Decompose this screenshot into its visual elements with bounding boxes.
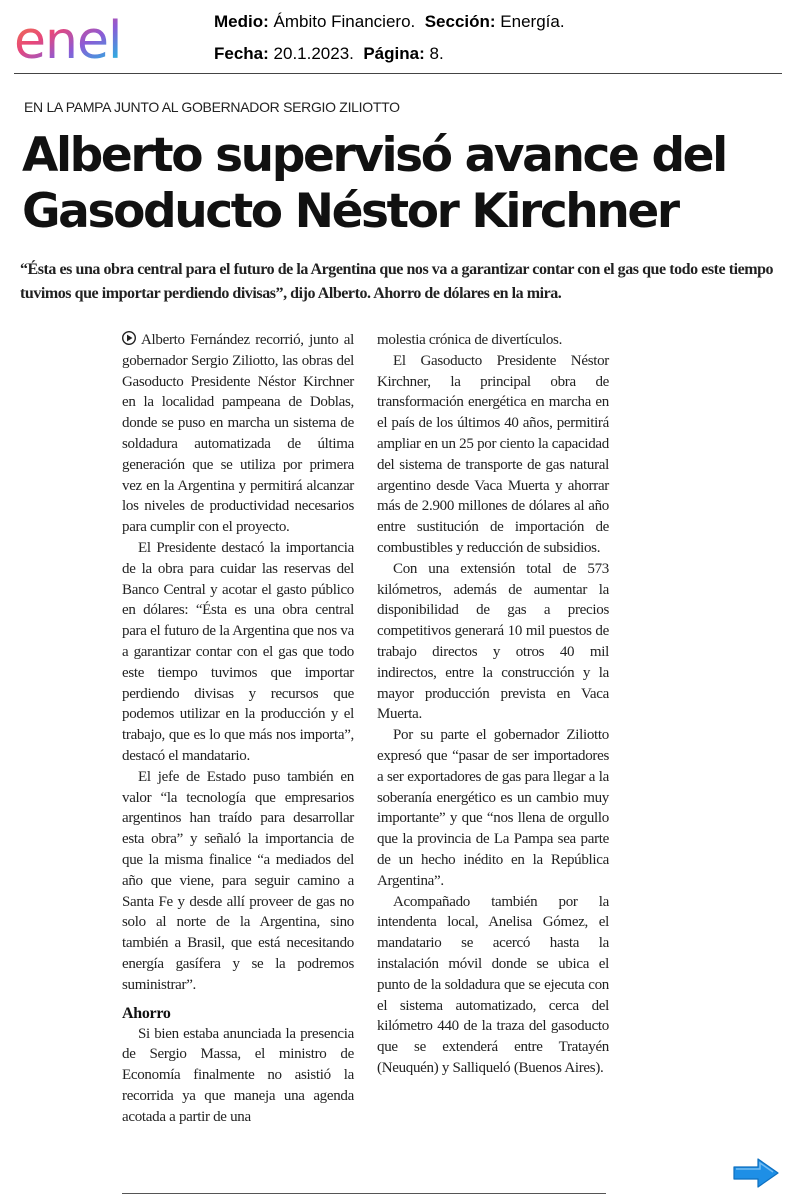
paragraph: Por su parte el gobernador Ziliotto expresó que “pasar de ser importadores a ser exportadores de gas para llegar a la soberanía energético es un cambio muy importante” y que “nos llena de orgullo que la provincia de La Pampa sea parte de un hecho inédito en la República Argentina”. — [377, 727, 609, 889]
paragraph-text: Alberto Fernández recorrió, junto al gobernador Sergio Ziliotto, las obras del Gasoducto Presidente Néstor Kirchner en la localidad pampeana de Doblas, donde se puso en marcha un sistema de soldadura automatizada de última generación que se utiliza por primera vez en la Argentina y permitirá alcanzar los niveles de productividad necesarios para cumplir con el proyecto. — [122, 332, 354, 536]
meta-line-1 — [214, 6, 565, 38]
seccion-label: Sección: — [424, 12, 496, 31]
medio-value: Ámbito Financiero. — [273, 12, 416, 31]
paragraph: El Presidente destacó la importancia de la obra para cuidar las reservas del Banco Central y acotar el gasto público en dólares: “Ésta es una obra central para el futuro de la Argentina que nos va a garantizar contar con el gas que todo este tiempo tuvimos que importar perdiendo divisas y recursos que podemos utilizar en la producción y el trabajo, que es lo que más nos importa”, destacó el mandatario. — [122, 539, 354, 764]
article-column-2 — [377, 330, 609, 1079]
paragraph: Con una extensión total de 573 kilómetros, además de aumentar la disponibilidad de gas a precios competitivos generará 10 mil puestos de trabajo directos y otros 40 mil indirectos, entre la construcción y la mayor producción prevista en Vaca Muerta. — [377, 560, 609, 723]
article-subhead: “Ésta es una obra central para el futuro de la Argentina que nos va a garantizar contar con el gas que todo este tiempo tuvimos que importar perdiendo divisas”, dijo Alberto. Ahorro de dólares en la mira. — [20, 261, 774, 302]
paragraph: El Gasoducto Presidente Néstor Kirchner, la principal obra de transformación energética en marcha en el país de los últimos 40 años, permitirá ampliar en un 25 por ciento la capacidad del sistema de transporte de gas natural argentino desde Vaca Muerta y ahorrar más de 2.900 millones de dólares al año entre sustitución de importación de combustibles y reducción de subsidios. — [377, 352, 609, 556]
enel-logo-text: enel — [14, 14, 122, 68]
headline-line-2: Gasoducto Néstor Kirchner — [22, 184, 678, 239]
enel-logo — [14, 14, 174, 68]
medio-label: Medio: — [214, 12, 269, 31]
paragraph: El jefe de Estado puso también en valor “la tecnología que empresarios argentinos han traído para desarrollar esta obra” y señaló la importancia de que la misma finalice “a mediados del año que viene, para seguir camino a Santa Fe y desde allí proveer de gas no solo al norte de la Argentina, sino también a Brasil, que está necesitando energía gasífera y se la podremos suministrar”. — [122, 768, 354, 993]
fecha-value: 20.1.2023. — [273, 44, 354, 63]
next-page-button[interactable] — [730, 1156, 782, 1190]
headline-line-1: Alberto supervisó avance del — [22, 128, 726, 183]
paragraph — [122, 330, 354, 538]
fecha-label: Fecha: — [214, 44, 269, 63]
article-kicker: EN LA PAMPA JUNTO AL GOBERNADOR SERGIO ZILIOTTO — [24, 99, 400, 115]
play-icon — [122, 331, 137, 345]
arrow-right-icon — [734, 1159, 778, 1187]
article-headline — [22, 128, 792, 240]
footer-divider — [122, 1193, 606, 1194]
paragraph: Si bien estaba anunciada la presencia de Sergio Massa, el ministro de Economía finalmente no asistió la recorrida ya que maneja una agenda acotada a partir de una — [122, 1025, 354, 1125]
seccion-value: Energía. — [500, 12, 565, 31]
pagina-value: 8. — [429, 44, 444, 63]
pagina-label: Página: — [363, 44, 425, 63]
clipping-meta — [214, 6, 565, 70]
header-divider — [14, 73, 782, 74]
paragraph: Acompañado también por la intendenta local, Anelisa Gómez, el mandatario se acercó hasta la instalación móvil donde se ubica el punto de la soldadura que se ejecuta con el sistema automatizado, cerca del kilómetro 440 de la traza del gasoducto que se extenderá entre Tratayén (Neuquén) y Salliqueló (Buenos Aires). — [377, 893, 609, 1076]
article-column-1 — [122, 330, 354, 1127]
section-subtitle: Ahorro — [122, 1004, 171, 1022]
meta-line-2 — [214, 38, 565, 70]
paragraph: molestia crónica de divertículos. — [377, 332, 563, 348]
